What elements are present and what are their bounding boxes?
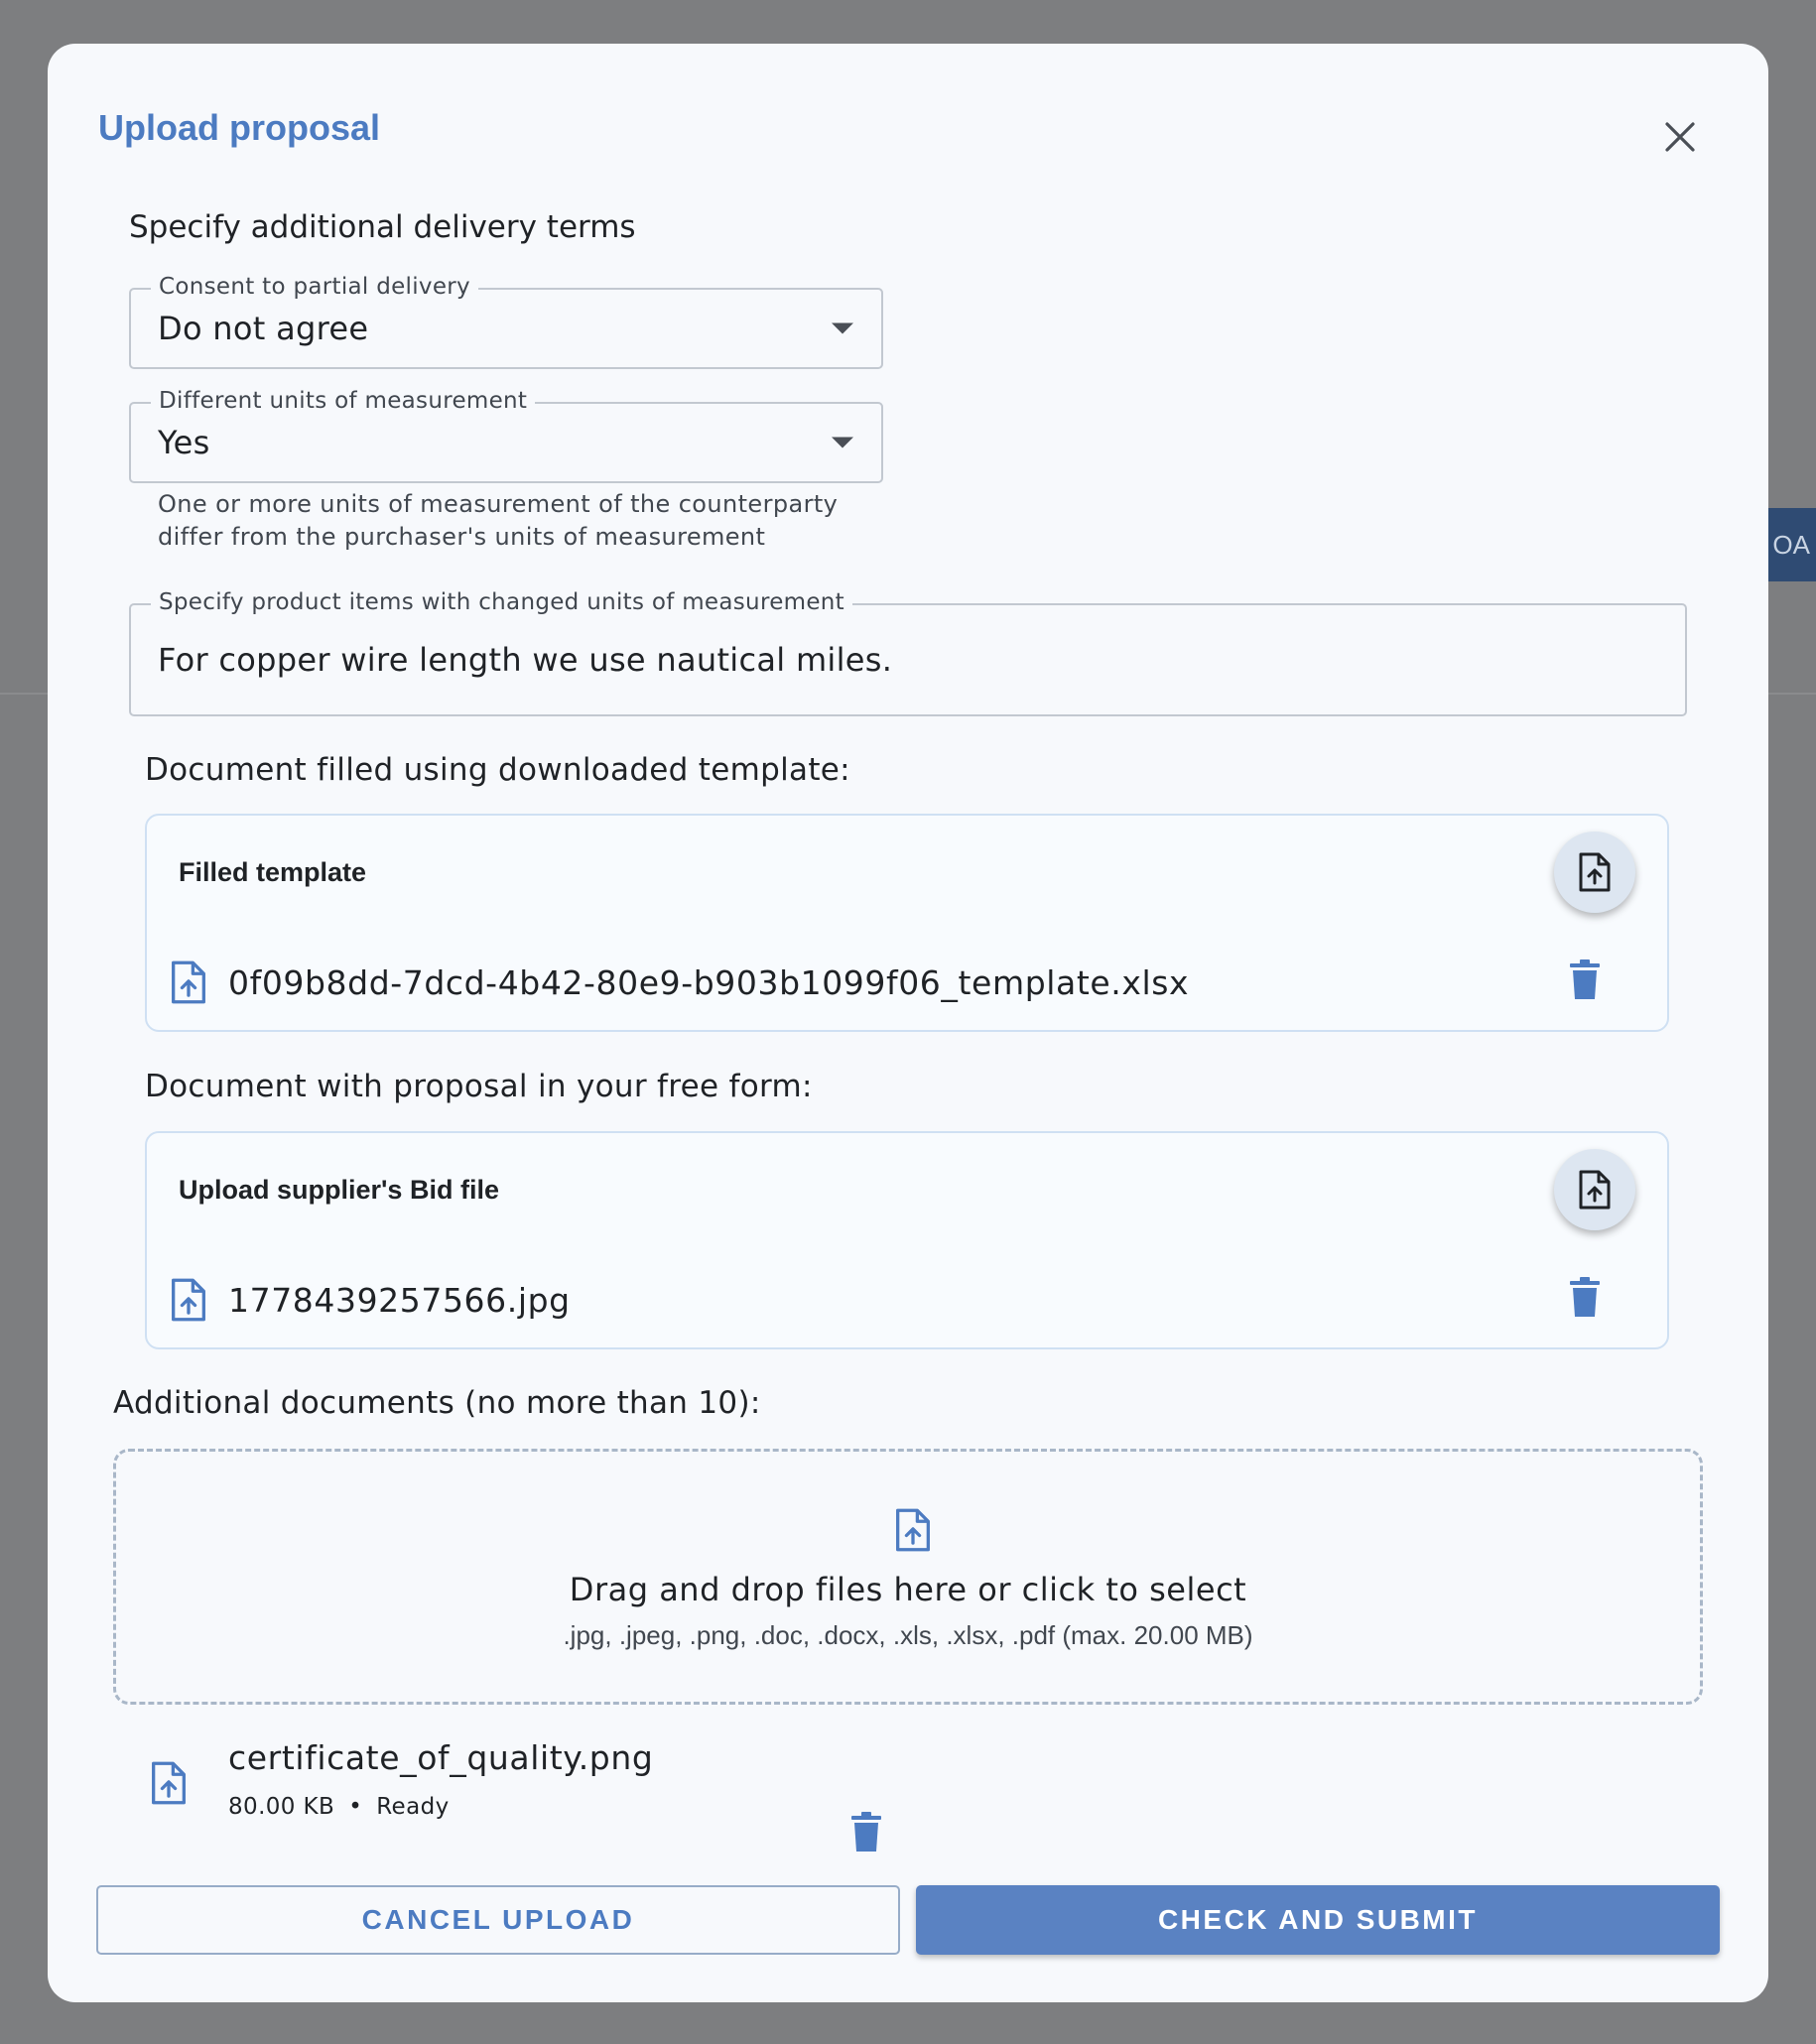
trash-icon[interactable]	[849, 1812, 883, 1853]
attached-file-item	[149, 1738, 883, 1838]
filled-template-title: Filled template	[179, 857, 367, 887]
template-file-name: 0f09b8dd-7dcd-4b42-80e9-b903b1099f06_template.xlsx	[228, 963, 1190, 1002]
cancel-upload-button[interactable]: CANCEL UPLOAD	[96, 1885, 900, 1955]
units-helper-text	[158, 488, 912, 554]
file-upload-icon	[893, 1507, 933, 1553]
chevron-down-icon	[832, 438, 853, 448]
close-icon	[1663, 120, 1697, 154]
additional-docs-heading: Additional documents (no more than 10):	[113, 1385, 761, 1421]
attached-file-status: Ready	[376, 1794, 450, 1820]
attached-file-name: certificate_of_quality.png	[228, 1738, 654, 1777]
dialog-title: Upload proposal	[98, 107, 381, 148]
template-file-row	[169, 959, 1645, 1009]
consent-field-value: Do not agree	[158, 310, 369, 347]
delivery-terms-heading: Specify additional delivery terms	[129, 209, 636, 245]
items-field-value: For copper wire length we use nautical miles.	[158, 641, 893, 679]
attached-file-meta	[228, 1794, 450, 1820]
upload-bid-button[interactable]	[1554, 1149, 1635, 1230]
units-helper-line-1: One or more units of measurement of the counterparty	[158, 490, 839, 518]
template-section-heading: Document filled using downloaded template:	[145, 752, 850, 788]
attached-file-size: 80.00 KB	[228, 1794, 335, 1820]
supplier-bid-title: Upload supplier's Bid file	[179, 1175, 499, 1205]
bid-file-name: 1778439257566.jpg	[228, 1281, 571, 1320]
consent-partial-delivery-select[interactable]	[129, 274, 883, 369]
file-upload-icon	[1577, 851, 1613, 893]
file-dropzone[interactable]	[113, 1449, 1703, 1705]
upload-template-button[interactable]	[1554, 831, 1635, 913]
dropzone-title: Drag and drop files here or click to select	[569, 1571, 1247, 1608]
file-upload-icon	[169, 1277, 208, 1323]
items-field-label: Specify product items with changed units of measurement	[151, 589, 852, 615]
close-button[interactable]	[1656, 113, 1704, 161]
chevron-down-icon	[832, 323, 853, 334]
consent-field-label: Consent to partial delivery	[151, 274, 478, 300]
trash-icon[interactable]	[1568, 1277, 1602, 1319]
bid-file-row	[169, 1277, 1645, 1327]
file-upload-icon	[169, 959, 208, 1005]
background-tab: OA	[1756, 508, 1816, 581]
trash-icon[interactable]	[1568, 959, 1602, 1001]
file-upload-icon	[1577, 1169, 1613, 1211]
upload-proposal-dialog	[48, 44, 1768, 2002]
meta-separator: •	[348, 1794, 363, 1820]
units-field-label: Different units of measurement	[151, 388, 535, 414]
filled-template-card	[145, 814, 1669, 1032]
supplier-bid-card	[145, 1131, 1669, 1349]
freeform-section-heading: Document with proposal in your free form:	[145, 1069, 813, 1104]
file-upload-icon	[149, 1760, 189, 1806]
units-field-value: Yes	[158, 424, 210, 461]
different-units-select[interactable]	[129, 388, 883, 483]
units-helper-line-2: differ from the purchaser's units of measurement	[158, 523, 766, 551]
check-and-submit-button[interactable]: CHECK AND SUBMIT	[916, 1885, 1720, 1955]
dropzone-file-types: .jpg, .jpeg, .png, .doc, .docx, .xls, .xlsx, .pdf (max. 20.00 MB)	[563, 1620, 1253, 1650]
changed-units-items-input[interactable]	[129, 589, 1687, 716]
